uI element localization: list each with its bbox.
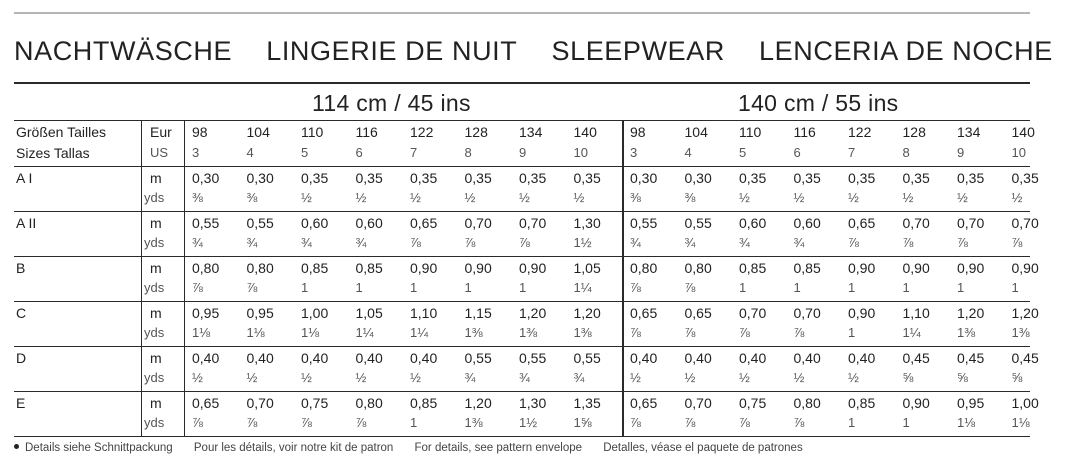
us-size: 5 — [739, 145, 747, 160]
meter-value: 0,95 — [957, 395, 985, 411]
meter-value: 0,80 — [630, 260, 658, 276]
yards-value: ¾ — [192, 235, 203, 250]
yards-value: ½ — [793, 370, 805, 385]
yards-value: 1⅛ — [957, 415, 976, 430]
yards-value: ½ — [902, 190, 914, 205]
yards-value: ⅞ — [519, 235, 530, 250]
yards-value: 1⅛ — [192, 325, 211, 340]
meter-value: 0,85 — [301, 260, 329, 276]
yards-value: 1¼ — [902, 325, 921, 340]
us-size: 3 — [192, 145, 200, 160]
yards-value: ¾ — [739, 235, 750, 250]
yards-value: ⅞ — [630, 280, 641, 295]
meter-value: 0,30 — [246, 170, 274, 186]
meter-value: 1,35 — [573, 395, 601, 411]
meter-value: 0,40 — [192, 350, 220, 366]
yards-value: 1⅜ — [573, 325, 592, 340]
row-divider — [14, 120, 1030, 121]
yards-value: ⅞ — [957, 235, 968, 250]
meter-value: 1,20 — [573, 305, 601, 321]
yards-value: ¾ — [464, 370, 476, 385]
yards-value: ¾ — [793, 235, 805, 250]
meter-value: 0,70 — [1011, 215, 1039, 231]
yards-value: ⅞ — [630, 415, 641, 430]
meter-value: 0,90 — [519, 260, 547, 276]
meter-value: 0,55 — [246, 215, 274, 231]
row-divider — [14, 391, 1030, 392]
eur-size: 134 — [957, 124, 981, 140]
unit-m-label: m — [150, 170, 162, 186]
yards-value: ⅞ — [848, 235, 859, 250]
eur-size: 116 — [793, 124, 816, 140]
meter-value: 0,35 — [519, 170, 547, 186]
yards-value: 1⅝ — [573, 415, 592, 430]
meter-value: 0,60 — [793, 215, 821, 231]
yards-value: ½ — [192, 370, 203, 385]
yards-value: 1 — [793, 280, 801, 295]
meter-value: 0,90 — [848, 305, 876, 321]
row-divider — [14, 346, 1030, 347]
meter-value: 1,20 — [519, 305, 547, 321]
bullet-icon — [14, 444, 19, 449]
meter-value: 0,70 — [519, 215, 547, 231]
yards-value: ⅞ — [192, 415, 203, 430]
meter-value: 0,75 — [301, 395, 329, 411]
eur-size: 104 — [246, 124, 270, 140]
meter-value: 0,85 — [848, 395, 876, 411]
unit-m-label: m — [150, 305, 162, 321]
meter-value: 0,35 — [793, 170, 821, 186]
us-size: 9 — [519, 145, 527, 160]
meter-value: 0,90 — [902, 260, 930, 276]
yards-value: ½ — [848, 190, 859, 205]
yards-value: 1 — [410, 280, 418, 295]
yards-value: 1½ — [573, 235, 592, 250]
yards-value: ⅞ — [684, 325, 696, 340]
meter-value: 0,80 — [246, 260, 274, 276]
meter-value: 0,55 — [519, 350, 547, 366]
unit-m-label: m — [150, 260, 162, 276]
unit-yds-label: yds — [144, 370, 165, 385]
meter-value: 0,80 — [793, 395, 821, 411]
eur-size: 122 — [848, 124, 872, 140]
title-fr: LINGERIE DE NUIT — [266, 36, 518, 66]
meter-value: 0,35 — [355, 170, 383, 186]
yards-value: ¾ — [301, 235, 312, 250]
yards-value: 1⅜ — [464, 415, 483, 430]
yards-value: ½ — [246, 370, 258, 385]
meter-value: 0,90 — [902, 395, 930, 411]
yards-value: ½ — [739, 370, 750, 385]
yards-value: ⅞ — [301, 415, 312, 430]
yards-value: ⅞ — [355, 415, 367, 430]
yards-value: ½ — [519, 190, 530, 205]
yards-value: 1¼ — [355, 325, 374, 340]
yards-value: ½ — [684, 370, 696, 385]
yards-value: ½ — [301, 370, 312, 385]
meter-value: 0,35 — [739, 170, 767, 186]
yards-value: 1⅜ — [519, 325, 538, 340]
meter-value: 0,45 — [902, 350, 930, 366]
yards-value: ⅞ — [684, 415, 696, 430]
view-label: E — [16, 395, 26, 411]
meter-value: 0,70 — [464, 215, 492, 231]
yards-value: 1⅛ — [301, 325, 320, 340]
yards-value: 1 — [848, 325, 856, 340]
footer-de: Details siehe Schnittpackung — [14, 442, 173, 454]
yards-value: 1½ — [519, 415, 538, 430]
meter-value: 0,70 — [739, 305, 767, 321]
eur-size: 122 — [410, 124, 434, 140]
meter-value: 1,20 — [957, 305, 985, 321]
meter-value: 0,70 — [246, 395, 274, 411]
meter-value: 0,65 — [630, 395, 658, 411]
title-de: NACHTWÄSCHE — [14, 36, 233, 66]
us-size: 6 — [355, 145, 363, 160]
yards-value: ⅞ — [684, 280, 696, 295]
meter-value: 0,75 — [739, 395, 767, 411]
us-size: 4 — [246, 145, 254, 160]
yards-value: ½ — [573, 190, 585, 205]
yards-value: 1⅜ — [464, 325, 483, 340]
us-size: 10 — [1011, 145, 1026, 160]
yards-value: 1 — [902, 415, 910, 430]
row-divider — [14, 301, 1030, 302]
meter-value: 0,35 — [573, 170, 601, 186]
meter-value: 0,70 — [684, 395, 712, 411]
meter-value: 0,60 — [739, 215, 767, 231]
unit-yds-label: yds — [144, 325, 165, 340]
column-divider — [622, 120, 624, 436]
us-size: 8 — [464, 145, 472, 160]
meter-value: 1,10 — [902, 305, 930, 321]
meter-value: 0,90 — [1011, 260, 1039, 276]
meter-value: 0,70 — [957, 215, 985, 231]
yards-value: ⅜ — [630, 190, 641, 205]
yards-value: ½ — [1011, 190, 1023, 205]
title-es: LENCERIA DE NOCHE — [759, 36, 1053, 66]
meter-value: 0,35 — [410, 170, 438, 186]
us-size: 10 — [573, 145, 588, 160]
us-size: 6 — [793, 145, 801, 160]
meter-value: 0,55 — [630, 215, 658, 231]
eur-size: 104 — [684, 124, 708, 140]
yards-value: ⅞ — [246, 280, 258, 295]
yards-value: ⅞ — [739, 415, 750, 430]
size-label-line2: Sizes Tallas — [16, 145, 90, 161]
meter-value: 0,65 — [684, 305, 712, 321]
meter-value: 1,05 — [355, 305, 383, 321]
meter-value: 0,40 — [630, 350, 658, 366]
meter-value: 0,40 — [793, 350, 821, 366]
yards-value: ½ — [301, 190, 312, 205]
eur-size: 128 — [902, 124, 926, 140]
yards-value: ⅞ — [410, 235, 421, 250]
yards-value: 1⅛ — [1011, 415, 1030, 430]
row-divider — [14, 436, 1030, 437]
eur-size: 110 — [739, 124, 762, 140]
meter-value: 1,05 — [573, 260, 601, 276]
column-divider — [184, 120, 185, 436]
meter-value: 0,70 — [793, 305, 821, 321]
meter-value: 0,40 — [246, 350, 274, 366]
yards-value: ½ — [410, 370, 421, 385]
yards-value: 1 — [410, 415, 418, 430]
meter-value: 0,85 — [410, 395, 438, 411]
yards-value: ¾ — [246, 235, 258, 250]
yards-value: ½ — [355, 190, 367, 205]
yards-value: ⅞ — [902, 235, 914, 250]
size-label-line1: Größen Tailles — [16, 124, 107, 140]
meter-value: 0,65 — [410, 215, 438, 231]
meter-value: 0,35 — [301, 170, 329, 186]
eur-size: 128 — [464, 124, 488, 140]
view-label: B — [16, 260, 26, 276]
yards-value: 1 — [519, 280, 527, 295]
meter-value: 0,55 — [684, 215, 712, 231]
unit-yds-label: yds — [144, 190, 165, 205]
meter-value: 1,20 — [464, 395, 492, 411]
yards-value: ⅞ — [246, 415, 258, 430]
yards-value: ⅞ — [793, 325, 805, 340]
view-label: A I — [16, 170, 33, 186]
yards-value: ⅜ — [684, 190, 696, 205]
eur-size: 98 — [192, 124, 208, 140]
page-title — [14, 36, 1079, 67]
footer-notes — [14, 442, 821, 454]
yards-value: ⅞ — [464, 235, 476, 250]
meter-value: 0,60 — [355, 215, 383, 231]
meter-value: 0,90 — [410, 260, 438, 276]
yards-value: ¾ — [355, 235, 367, 250]
yards-value: ½ — [355, 370, 367, 385]
eur-size: 134 — [519, 124, 543, 140]
yards-value: ½ — [793, 190, 805, 205]
yards-value: ¾ — [573, 370, 585, 385]
yards-value: ⅜ — [192, 190, 203, 205]
yards-value: 1 — [355, 280, 363, 295]
view-label: A II — [16, 215, 37, 231]
eur-size: 110 — [301, 124, 324, 140]
meter-value: 0,35 — [464, 170, 492, 186]
yards-value: ⅞ — [793, 415, 805, 430]
meter-value: 0,30 — [684, 170, 712, 186]
yards-value: 1 — [848, 280, 856, 295]
meter-value: 0,65 — [192, 395, 220, 411]
meter-value: 0,85 — [355, 260, 383, 276]
yards-value: ¾ — [630, 235, 641, 250]
yards-value: ½ — [630, 370, 641, 385]
us-size: 5 — [301, 145, 309, 160]
row-divider — [14, 166, 1030, 167]
yards-value: 1 — [1011, 280, 1019, 295]
yards-value: ⅞ — [739, 325, 750, 340]
meter-value: 0,80 — [192, 260, 220, 276]
unit-yds-label: yds — [144, 280, 165, 295]
us-size: 7 — [848, 145, 856, 160]
footer-en: For details, see pattern envelope — [414, 442, 583, 454]
meter-value: 0,35 — [957, 170, 985, 186]
yards-value: ½ — [410, 190, 421, 205]
meter-value: 0,40 — [848, 350, 876, 366]
meter-value: 0,30 — [192, 170, 220, 186]
yards-value: 1 — [739, 280, 747, 295]
us-size: 9 — [957, 145, 965, 160]
meter-value: 1,30 — [519, 395, 547, 411]
meter-value: 0,45 — [1011, 350, 1039, 366]
yards-value: ⅞ — [1011, 235, 1023, 250]
view-label: C — [16, 305, 27, 321]
eur-size: 98 — [630, 124, 646, 140]
unit-yds-label: yds — [144, 235, 165, 250]
fabric-width-140: 140 cm / 55 ins — [738, 90, 899, 116]
yards-value: ½ — [957, 190, 968, 205]
meter-value: 0,40 — [410, 350, 438, 366]
yards-value: 1⅜ — [957, 325, 976, 340]
meter-value: 0,35 — [1011, 170, 1039, 186]
meter-value: 0,55 — [573, 350, 601, 366]
meter-value: 0,40 — [739, 350, 767, 366]
meter-value: 1,30 — [573, 215, 601, 231]
meter-value: 1,00 — [301, 305, 329, 321]
footer-es: Detalles, véase el paquete de patrones — [603, 442, 803, 454]
meter-value: 0,95 — [246, 305, 274, 321]
us-size: 3 — [630, 145, 638, 160]
meter-value: 0,85 — [739, 260, 767, 276]
meter-value: 0,30 — [630, 170, 658, 186]
us-size: 8 — [902, 145, 910, 160]
title-underline — [14, 82, 1030, 84]
meter-value: 0,45 — [957, 350, 985, 366]
yards-value: ¾ — [684, 235, 696, 250]
meter-value: 0,60 — [301, 215, 329, 231]
row-divider — [14, 256, 1030, 257]
meter-value: 0,65 — [630, 305, 658, 321]
meter-value: 0,35 — [902, 170, 930, 186]
unit-us-label: US — [150, 145, 169, 160]
view-label: D — [16, 350, 27, 366]
yards-value: 1¼ — [573, 280, 592, 295]
yards-value: 1 — [848, 415, 856, 430]
yards-value: ½ — [739, 190, 750, 205]
meter-value: 0,55 — [464, 350, 492, 366]
yards-value: 1 — [464, 280, 472, 295]
meter-value: 1,15 — [464, 305, 492, 321]
meter-value: 0,90 — [957, 260, 985, 276]
yards-value: 1⅛ — [246, 325, 265, 340]
meter-value: 0,95 — [192, 305, 220, 321]
eur-size: 140 — [1011, 124, 1035, 140]
meter-value: 0,40 — [301, 350, 329, 366]
eur-size: 140 — [573, 124, 597, 140]
meter-value: 0,90 — [848, 260, 876, 276]
footer-fr: Pour les détails, voir notre kit de patron — [193, 442, 394, 454]
meter-value: 0,80 — [684, 260, 712, 276]
yards-value: ⅝ — [902, 370, 914, 385]
yards-value: 1 — [301, 280, 309, 295]
meter-value: 0,40 — [684, 350, 712, 366]
unit-m-label: m — [150, 350, 162, 366]
yards-value: ½ — [464, 190, 476, 205]
top-divider — [14, 12, 1030, 14]
title-en: SLEEPWEAR — [551, 36, 725, 66]
eur-size: 116 — [355, 124, 378, 140]
meter-value: 1,10 — [410, 305, 438, 321]
column-divider — [141, 120, 142, 436]
yards-value: ⅝ — [957, 370, 968, 385]
yards-value: ⅞ — [192, 280, 203, 295]
us-size: 7 — [410, 145, 418, 160]
yards-value: ⅞ — [630, 325, 641, 340]
yards-value: ¾ — [519, 370, 530, 385]
yards-value: ⅜ — [246, 190, 258, 205]
meter-value: 1,20 — [1011, 305, 1039, 321]
meter-value: 0,70 — [902, 215, 930, 231]
yards-value: 1 — [957, 280, 965, 295]
yards-value: ½ — [848, 370, 859, 385]
fabric-width-114: 114 cm / 45 ins — [312, 90, 471, 116]
meter-value: 0,90 — [464, 260, 492, 276]
yards-value: ⅝ — [1011, 370, 1023, 385]
meter-value: 0,80 — [355, 395, 383, 411]
meter-value: 0,65 — [848, 215, 876, 231]
unit-m-label: m — [150, 395, 162, 411]
meter-value: 0,40 — [355, 350, 383, 366]
meter-value: 0,35 — [848, 170, 876, 186]
meter-value: 0,85 — [793, 260, 821, 276]
meter-value: 1,00 — [1011, 395, 1039, 411]
unit-m-label: m — [150, 215, 162, 231]
unit-yds-label: yds — [144, 415, 165, 430]
us-size: 4 — [684, 145, 692, 160]
yards-value: 1¼ — [410, 325, 429, 340]
unit-eur-label: Eur — [150, 124, 172, 140]
meter-value: 0,55 — [192, 215, 220, 231]
yards-value: 1 — [902, 280, 910, 295]
yards-value: 1⅜ — [1011, 325, 1030, 340]
row-divider — [14, 211, 1030, 212]
